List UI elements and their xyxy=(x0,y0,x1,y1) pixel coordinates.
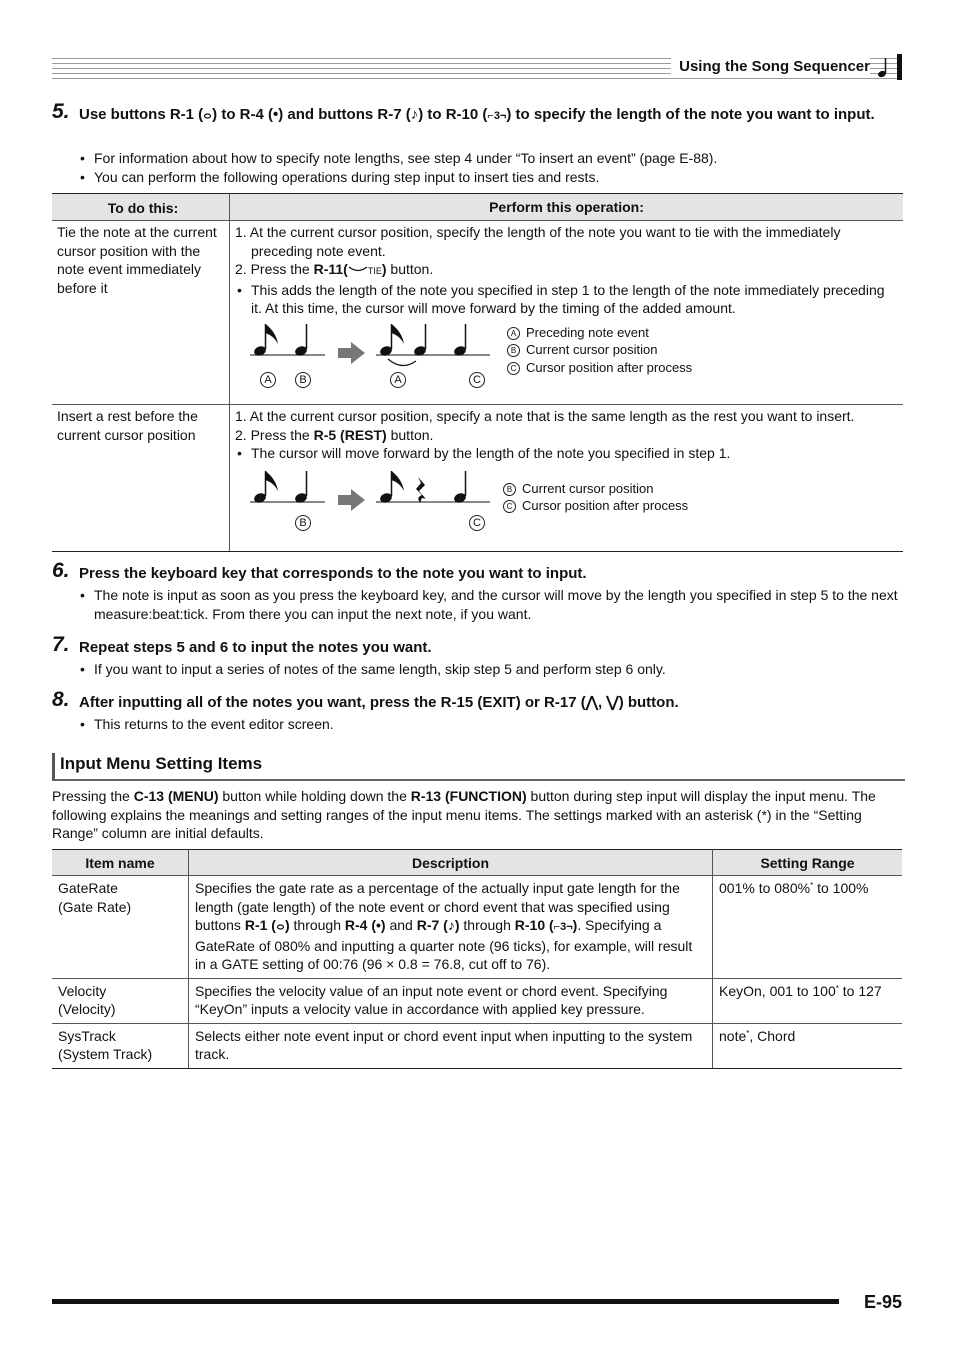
setting-range-cell: KeyOn, 001 to 100* to 127 xyxy=(713,978,903,1023)
header-title: Using the Song Sequencer xyxy=(671,58,870,75)
label-b-mark: B xyxy=(295,515,311,531)
header-bar xyxy=(897,54,902,80)
table-header: Setting Range xyxy=(713,850,903,876)
section-heading: Input Menu Setting Items xyxy=(52,753,905,781)
item-name-cell: SysTrack (System Track) xyxy=(52,1023,189,1068)
input-menu-table xyxy=(52,849,902,1069)
step-text: Press the keyboard key that corresponds to the note you want to input. xyxy=(79,565,587,582)
step-8 xyxy=(52,688,902,714)
step-8-bullet: • This returns to the event editor screen. xyxy=(80,715,902,734)
tie-diagram xyxy=(235,318,897,404)
operations-table xyxy=(52,193,903,552)
step-6 xyxy=(52,559,902,585)
down-arrow-icon: ⋁ xyxy=(606,694,619,711)
rest-diagram xyxy=(235,463,897,549)
rest-notation-figure xyxy=(250,471,495,521)
description-cell: Specifies the velocity value of an input note event or chord event. Specifying “KeyOn” inputs a velocity value in accordance with applied key pressure. xyxy=(189,978,713,1023)
table-header: Perform this operation: xyxy=(230,194,904,221)
step-number: 5. xyxy=(52,100,70,123)
footer-bar xyxy=(52,1299,839,1304)
table-header: Item name xyxy=(52,850,189,876)
operation-cell: 1. At the current cursor position, specify a note that is the same length as the rest you want to insert. 2. Press the R-5 (REST) button. • The cursor will move forward by the length of the note you specified in step 1. B C B Current cursor position C Cursor position after process xyxy=(230,405,904,552)
triplet-icon: ⌐3¬ xyxy=(553,921,573,933)
table-row xyxy=(52,978,902,1023)
step-6-bullet: • The note is input as soon as you press the keyboard key, and the cursor will move by the length you specified in step 5 to the next measure:beat:tick. From there you can input the next note, if you want. xyxy=(80,586,902,624)
step-7-bullet: • If you want to input a series of notes of the same length, skip step 5 and perform step 6 only. xyxy=(80,660,902,679)
step-5-bullet-2: • You can perform the following operations during step input to insert ties and rests. xyxy=(80,168,902,187)
step-number: 8. xyxy=(52,688,70,711)
table-row xyxy=(52,876,902,979)
step-text: After inputting all of the notes you want, press the R-15 (EXIT) or R-17 (⋀, ⋁) button. xyxy=(79,694,679,711)
description-cell: Specifies the gate rate as a percentage of the actually input gate length for the length (gate length) of the note event or chord event that was specified using buttons R-1 ( ) through R-4 (•) and R-7 (♪) through R-10 (⌐3¬). Specifying a GateRate of 080% and inputting a quarter note (96 ticks), for example, will result in a GATE setting of 00:76 (96 × 0.8 = 76.8, cut off to 76). xyxy=(189,876,713,979)
triplet-icon: ⌐3¬ xyxy=(487,110,507,122)
operation-cell: 1. At the current cursor position, specify the length of the note you want to tie with the immediately preceding note event. 2. Press the R-11( TIE) button. • This adds the length of the note you specified in step 1 to the length of the note immediately preceding it. At this time, the cursor will move forward by the timing of the added amount. A B A C A Preceding note event B Current cursor position C Cursor position after process xyxy=(230,221,904,405)
half-note-icon xyxy=(203,109,212,119)
table-header: Description xyxy=(189,850,713,876)
label-c-mark: C xyxy=(469,372,485,388)
music-note-icon xyxy=(876,56,892,78)
setting-range-cell: note*, Chord xyxy=(713,1023,903,1068)
step-5 xyxy=(52,100,902,148)
rest-legend: B Current cursor position C Cursor position after process xyxy=(503,480,688,515)
section-paragraph: Pressing the C-13 (MENU) button while holding down the R-13 (FUNCTION) button during step input will display the input menu. The following explains the meanings and setting ranges of the input menu items. The settings marked with an asterisk (*) in the “Setting Range” column are initial defaults. xyxy=(52,788,876,841)
step-number: 7. xyxy=(52,633,70,656)
table-header: To do this: xyxy=(52,194,230,221)
tie-notation-figure xyxy=(250,324,495,404)
page-number: E-95 xyxy=(863,1292,902,1312)
item-name-cell: Velocity (Velocity) xyxy=(52,978,189,1023)
tie-icon xyxy=(348,264,368,274)
description-cell: Selects either note event input or chord event input when inputting to the system track. xyxy=(189,1023,713,1068)
table-row xyxy=(52,405,903,552)
step-text: Repeat steps 5 and 6 to input the notes you want. xyxy=(79,639,432,656)
step-text: Use buttons R-1 ( ) to R-4 (•) and buttons R-7 (♪) to R-10 (⌐3¬) to specify the length of the note you want to input. xyxy=(79,106,875,123)
todo-cell: Tie the note at the current cursor position with the note event immediately before it xyxy=(52,221,230,405)
todo-cell: Insert a rest before the current cursor position xyxy=(52,405,230,552)
up-arrow-icon: ⋀ xyxy=(585,694,599,711)
label-a-mark: A xyxy=(390,372,406,388)
label-a-mark: A xyxy=(260,372,276,388)
table-row xyxy=(52,221,903,405)
label-c-mark: C xyxy=(469,515,485,531)
tie-legend: A Preceding note event B Current cursor position C Cursor position after process xyxy=(507,324,692,377)
half-note-icon xyxy=(276,920,285,930)
table-row xyxy=(52,1023,902,1068)
page-header xyxy=(52,54,902,80)
step-number: 6. xyxy=(52,559,70,582)
item-name-cell: GateRate (Gate Rate) xyxy=(52,876,189,979)
step-5-bullet-1: • For information about how to specify note lengths, see step 4 under “To insert an event” (page E-88). xyxy=(80,149,902,168)
setting-range-cell: 001% to 080%* to 100% xyxy=(713,876,903,979)
label-b-mark: B xyxy=(295,372,311,388)
step-7 xyxy=(52,633,902,659)
